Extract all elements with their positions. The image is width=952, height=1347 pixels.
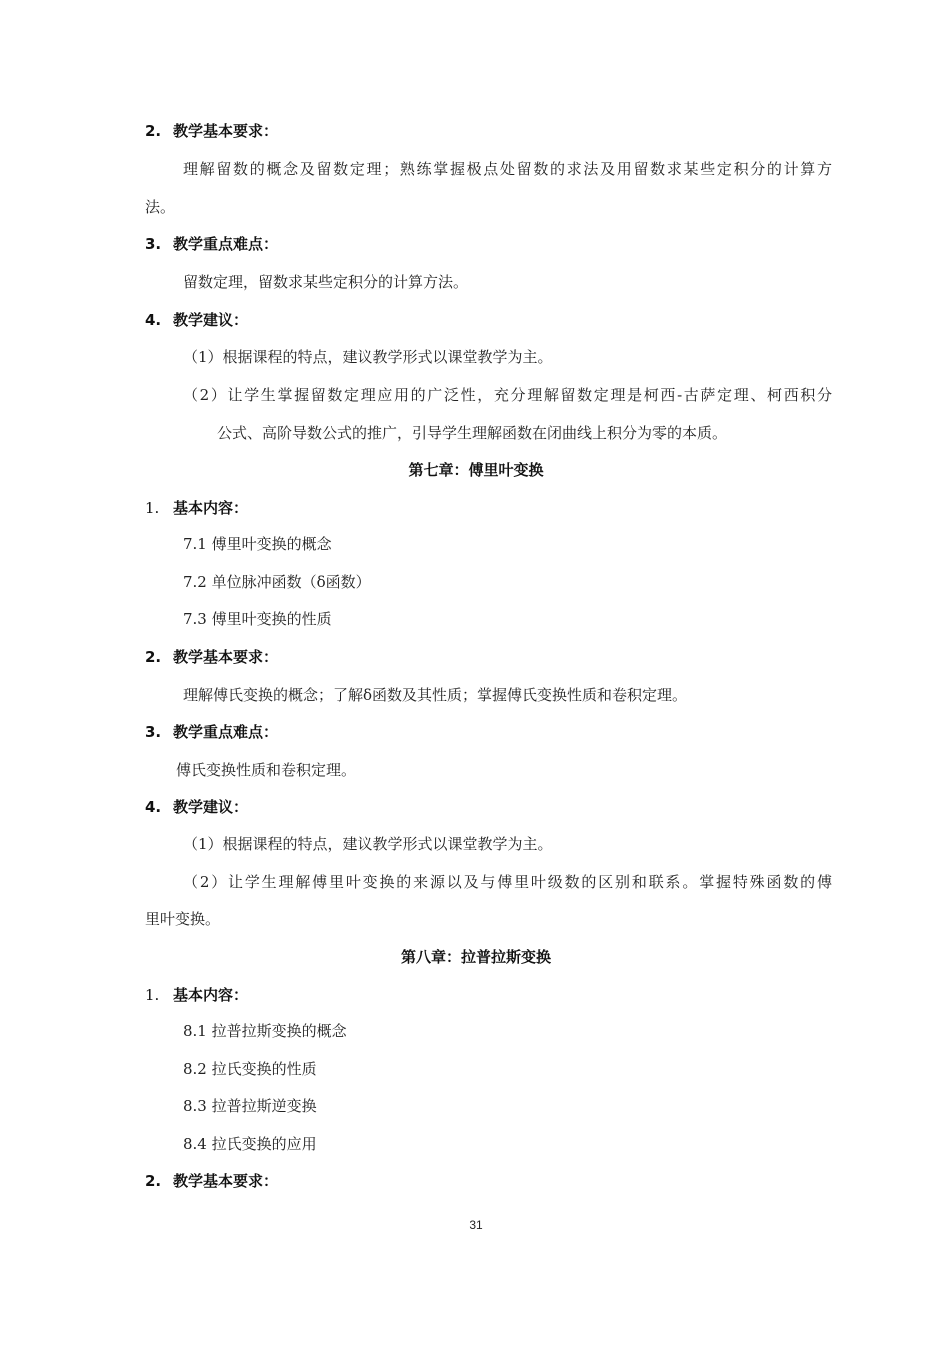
heading-label: 教学基本要求： [173,122,279,140]
heading-number: 2. [145,1172,162,1190]
suggestion-item-continued: 公式、高阶导数公式的推广，引导学生理解函数在闭曲线上积分为零的本质。 [217,424,728,442]
section-heading-suggestions [145,796,248,818]
heading-number: 1. [145,986,160,1004]
heading-label: 教学建议： [173,798,249,816]
paragraph-line: 傅氏变换性质和卷积定理。 [176,761,357,779]
paragraph-line: 理解傅氏变换的概念；了解δ函数及其性质；掌握傅氏变换性质和卷积定理。 [183,686,688,704]
heading-label: 教学重点难点： [173,235,279,253]
content-item: 7.3 傅里叶变换的性质 [183,610,332,628]
heading-label: 基本内容： [173,986,249,1004]
heading-number: 4. [145,798,162,816]
suggestion-item: （2）让学生理解傅里叶变换的来源以及与傅里叶级数的区别和联系。掌握特殊函数的傅 [183,873,832,891]
section-heading-requirements [145,646,278,668]
heading-number: 3. [145,235,162,253]
heading-label: 教学建议： [173,311,249,329]
content-item: 7.2 单位脉冲函数（δ函数） [183,573,371,591]
chapter-title: 第八章：拉普拉斯变换 [400,948,551,966]
page-number: 31 [469,1218,483,1232]
heading-label: 教学基本要求： [173,648,279,666]
heading-label: 教学重点难点： [173,723,279,741]
heading-number: 3. [145,723,162,741]
section-heading-key-points [145,721,278,743]
section-heading-key-points [145,233,278,255]
chapter-title: 第七章：傅里叶变换 [408,461,544,479]
section-heading-requirements [145,120,278,142]
suggestion-item: （1）根据课程的特点，建议教学形式以课堂教学为主。 [183,348,553,366]
paragraph-line: 法。 [145,198,176,216]
heading-number: 2. [145,122,162,140]
heading-number: 4. [145,311,162,329]
suggestion-item: （1）根据课程的特点，建议教学形式以课堂教学为主。 [183,835,553,853]
section-heading-content [145,497,248,519]
heading-number: 1. [145,499,160,517]
section-heading-suggestions [145,309,248,331]
heading-label: 基本内容： [173,499,249,517]
section-heading-content [145,984,248,1006]
section-heading-requirements [145,1170,278,1192]
suggestion-item-continued: 里叶变换。 [145,910,221,928]
suggestion-item: （2）让学生掌握留数定理应用的广泛性，充分理解留数定理是柯西-古萨定理、柯西积分 [183,386,832,404]
content-item: 8.4 拉氏变换的应用 [183,1135,317,1153]
content-item: 7.1 傅里叶变换的概念 [183,535,332,553]
content-item: 8.2 拉氏变换的性质 [183,1060,317,1078]
heading-number: 2. [145,648,162,666]
paragraph-line: 留数定理，留数求某些定积分的计算方法。 [183,273,469,291]
paragraph-line: 理解留数的概念及留数定理；熟练掌握极点处留数的求法及用留数求某些定积分的计算方 [183,160,832,178]
content-item: 8.3 拉普拉斯逆变换 [183,1097,317,1115]
content-item: 8.1 拉普拉斯变换的概念 [183,1022,347,1040]
heading-label: 教学基本要求： [173,1172,279,1190]
